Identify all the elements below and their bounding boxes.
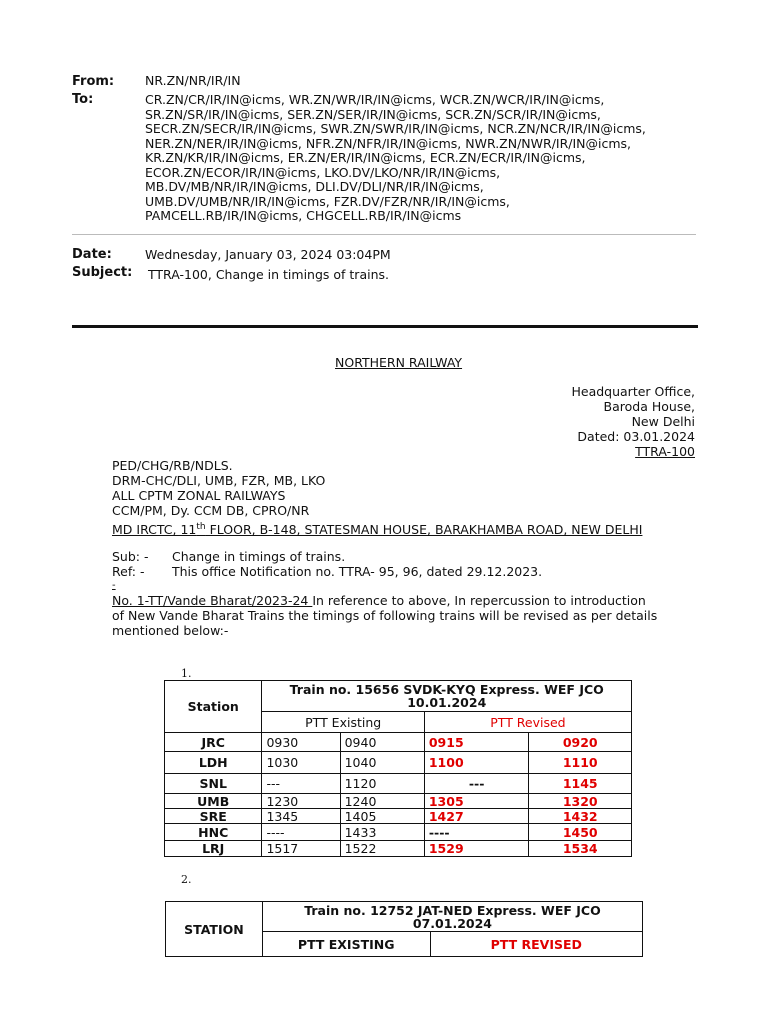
train-title-line1: Train no. 12752 JAT-NED Express. WEF JCO bbox=[304, 902, 601, 918]
para-line: In reference to above, In repercussion to introduction bbox=[312, 593, 646, 608]
train-title bbox=[262, 902, 642, 932]
existing-arrival: 1030 bbox=[262, 752, 340, 774]
train-title-line2: 10.01.2024 bbox=[407, 695, 487, 710]
recipient-line: DRM-CHC/DLI, UMB, FZR, MB, LKO bbox=[112, 473, 326, 488]
to-line: CR.ZN/CR/IR/IN@icms, WR.ZN/WR/IR/IN@icms, WCR.ZN/WCR/IR/IN@icms, bbox=[145, 92, 605, 107]
recipients-block bbox=[112, 458, 325, 518]
revised-departure: 1534 bbox=[529, 841, 632, 857]
to-line: MB.DV/MB/NR/IR/IN@icms, DLI.DV/DLI/NR/IR/IN@icms, bbox=[145, 179, 484, 194]
table-row bbox=[165, 841, 632, 857]
office-line: Dated: 03.01.2024 bbox=[577, 429, 695, 444]
station-code: HNC bbox=[165, 824, 262, 841]
office-line: New Delhi bbox=[631, 414, 695, 429]
existing-arrival: ---- bbox=[262, 824, 340, 841]
table-row bbox=[165, 794, 632, 809]
to-line: KR.ZN/KR/IR/IN@icms, ER.ZN/ER/IR/IN@icms, ECR.ZN/ECR/IR/IN@icms, bbox=[145, 150, 586, 165]
table-row bbox=[165, 809, 632, 824]
irctc-pre: MD IRCTC, 11 bbox=[112, 522, 197, 538]
existing-departure: 1040 bbox=[340, 752, 424, 774]
existing-arrival: 0930 bbox=[262, 733, 340, 752]
existing-departure: 1433 bbox=[340, 824, 424, 841]
existing-arrival: 1517 bbox=[262, 841, 340, 857]
ptt-revised-header: PTT Revised bbox=[424, 712, 631, 733]
to-line: ECOR.ZN/ECOR/IR/IN@icms, LKO.DV/LKO/NR/IR/IN@icms, bbox=[145, 164, 501, 180]
header-divider bbox=[72, 234, 696, 235]
existing-departure: 1240 bbox=[340, 794, 424, 809]
org-title: NORTHERN RAILWAY bbox=[335, 355, 463, 370]
to-line: UMB.DV/UMB/NR/IR/IN@icms, FZR.DV/FZR/NR/IR/IN@icms, bbox=[145, 193, 510, 209]
body-paragraph bbox=[112, 593, 697, 638]
revised-departure: 1450 bbox=[529, 824, 632, 841]
revised-arrival: --- bbox=[424, 774, 529, 794]
para-line: of New Vande Bharat Trains the timings of following trains will be revised as per details bbox=[112, 608, 658, 623]
ref-label: Ref: - bbox=[112, 564, 145, 579]
revised-departure: 1320 bbox=[529, 794, 632, 809]
subject-value: TTRA-100, Change in timings of trains. bbox=[148, 267, 389, 282]
existing-arrival: 1345 bbox=[262, 809, 340, 824]
dash-mark: - bbox=[112, 580, 116, 591]
train-title-line2: 07.01.2024 bbox=[412, 915, 492, 931]
timing-table-2 bbox=[165, 901, 643, 957]
revised-arrival: 1305 bbox=[424, 794, 529, 809]
office-line: Baroda House, bbox=[603, 399, 695, 414]
revised-departure: 1432 bbox=[529, 809, 632, 824]
office-line: Headquarter Office, bbox=[571, 384, 695, 399]
notification-number: No. 1-TT/Vande Bharat/2023-24 bbox=[112, 593, 313, 608]
station-code: SRE bbox=[165, 809, 262, 824]
from-label: From: bbox=[72, 74, 115, 89]
station-code: JRC bbox=[165, 733, 262, 752]
sub-text: Change in timings of trains. bbox=[172, 549, 346, 564]
existing-departure: 1405 bbox=[340, 809, 424, 824]
to-line: SECR.ZN/SECR/IR/IN@icms, SWR.ZN/SWR/IR/IN@icms, NCR.ZN/NCR/IR/IN@icms, bbox=[145, 121, 646, 136]
recipient-line: CCM/PM, Dy. CCM DB, CPRO/NR bbox=[112, 503, 310, 518]
revised-arrival: 0915 bbox=[424, 733, 529, 752]
station-header: Station bbox=[165, 681, 262, 733]
existing-arrival: 1230 bbox=[262, 794, 340, 809]
irctc-address bbox=[112, 520, 642, 537]
station-code: LRJ bbox=[165, 841, 262, 857]
subject-label: Subject: bbox=[72, 265, 133, 280]
revised-departure: 0920 bbox=[529, 733, 632, 752]
to-line: NER.ZN/NER/IR/IN@icms, NFR.ZN/NFR/IR/IN@icms, NWR.ZN/NWR/IR/IN@icms, bbox=[145, 135, 632, 151]
ref-code: TTRA-100 bbox=[635, 444, 695, 459]
ref-text: This office Notification no. TTRA- 95, 96, dated 29.12.2023. bbox=[172, 564, 543, 579]
revised-departure: 1145 bbox=[529, 774, 632, 794]
train-title bbox=[262, 681, 632, 712]
to-line: SR.ZN/SR/IR/IN@icms, SER.ZN/SER/IR/IN@icms, SCR.ZN/SCR/IR/IN@icms, bbox=[145, 106, 601, 122]
station-code: UMB bbox=[165, 794, 262, 809]
revised-arrival: 1427 bbox=[424, 809, 529, 824]
table1-number: 1. bbox=[181, 667, 192, 680]
train-title-line1: Train no. 15656 SVDK-KYQ Express. WEF JCO bbox=[289, 682, 604, 697]
to-label: To: bbox=[72, 92, 94, 107]
para-line: mentioned below:- bbox=[112, 623, 229, 638]
table-row bbox=[165, 774, 632, 794]
ptt-existing-header: PTT EXISTING bbox=[262, 932, 430, 957]
timing-table-1 bbox=[164, 680, 632, 857]
date-label: Date: bbox=[72, 247, 112, 262]
existing-departure: 1120 bbox=[340, 774, 424, 794]
irctc-sup: th bbox=[196, 522, 206, 532]
office-address bbox=[480, 384, 695, 459]
existing-departure: 1522 bbox=[340, 841, 424, 857]
letter-divider bbox=[72, 325, 698, 328]
existing-arrival: --- bbox=[262, 774, 340, 794]
revised-departure: 1110 bbox=[529, 752, 632, 774]
table-row bbox=[165, 824, 632, 841]
revised-arrival: ---- bbox=[424, 824, 529, 841]
revised-arrival: 1100 bbox=[424, 752, 529, 774]
ptt-revised-header: PTT REVISED bbox=[430, 932, 642, 957]
existing-departure: 0940 bbox=[340, 733, 424, 752]
table2-number: 2. bbox=[181, 873, 192, 886]
from-value: NR.ZN/NR/IR/IN bbox=[145, 73, 241, 88]
irctc-post: FLOOR, B-148, STATESMAN HOUSE, BARAKHAMBA ROAD, NEW DELHI bbox=[205, 522, 643, 538]
ptt-existing-header: PTT Existing bbox=[262, 712, 424, 733]
station-code: LDH bbox=[165, 752, 262, 774]
date-value: Wednesday, January 03, 2024 03:04PM bbox=[145, 247, 391, 262]
table-row bbox=[165, 733, 632, 752]
to-line: PAMCELL.RB/IR/IN@icms, CHGCELL.RB/IR/IN@icms bbox=[145, 208, 462, 223]
recipient-line: ALL CPTM ZONAL RAILWAYS bbox=[112, 488, 286, 503]
table-row bbox=[165, 752, 632, 774]
station-code: SNL bbox=[165, 774, 262, 794]
recipient-line: PED/CHG/RB/NDLS. bbox=[112, 458, 233, 473]
to-recipients bbox=[145, 93, 646, 224]
sub-label: Sub: - bbox=[112, 549, 149, 564]
revised-arrival: 1529 bbox=[424, 841, 529, 857]
station-header: STATION bbox=[166, 902, 263, 957]
